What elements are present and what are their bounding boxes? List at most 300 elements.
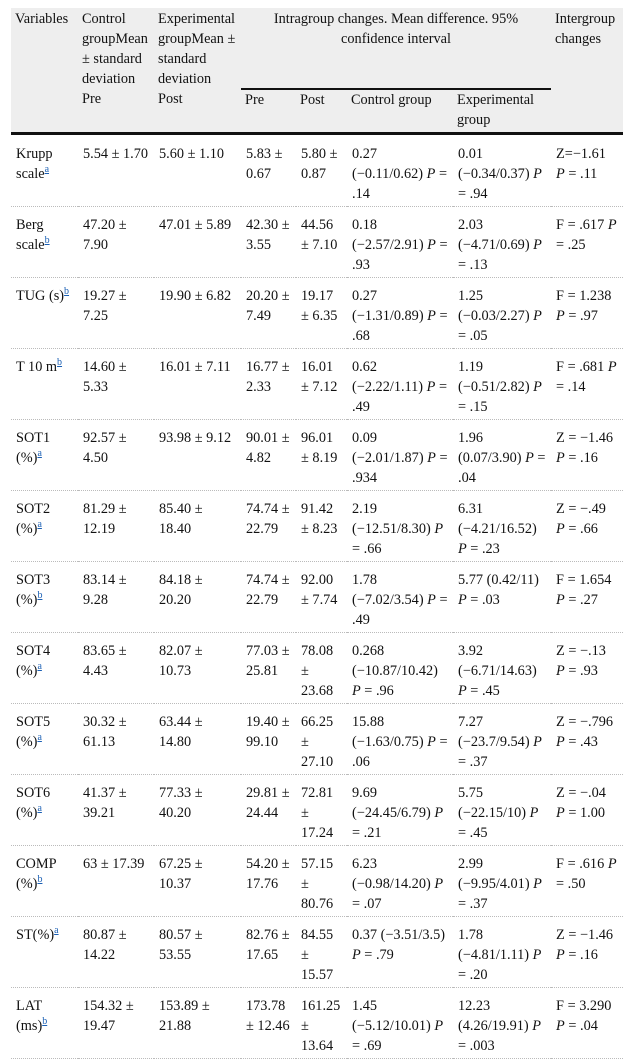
results-table — [11, 8, 623, 1059]
cell-text: Z = −.796 — [556, 713, 614, 730]
footnote-marker — [45, 232, 50, 246]
intragroup-post-cell — [296, 703, 347, 774]
cell-text: = .13 — [458, 256, 488, 273]
experimental-post-cell — [154, 561, 241, 632]
cell-text: SOT4 (%) — [16, 642, 51, 679]
cell-text: = .04 — [564, 1017, 598, 1034]
cell-text: 83.65 ± 4.43 — [83, 642, 127, 679]
experimental-post-cell — [154, 277, 241, 348]
cell-text: = .04 — [458, 449, 546, 486]
variables-header: Variables — [11, 8, 78, 133]
cell-text: 1.78 (−7.02/3.54) — [352, 571, 428, 608]
control-change-cell — [347, 490, 453, 561]
intragroup-post-cell — [296, 419, 347, 490]
cell-text: 9.69 (−24.45/6.79) — [352, 784, 435, 821]
cell-text: = .27 — [564, 591, 598, 608]
cell-text: TUG (s) — [16, 287, 65, 304]
p-symbol: P — [533, 236, 542, 253]
footnote-link[interactable]: b — [37, 873, 43, 885]
intragroup-pre-cell — [241, 987, 296, 1058]
intragroup-post-cell — [296, 490, 347, 561]
experimental-change-cell — [453, 277, 551, 348]
intergroup-changes-header: Intergroup changes — [551, 8, 623, 133]
cell-text: 5.80 ± 0.87 — [301, 145, 338, 182]
p-symbol: P — [427, 307, 436, 324]
cell-text: 0.62 (−2.22/1.11) — [352, 358, 427, 395]
p-symbol: P — [532, 946, 542, 963]
control-change-cell — [347, 561, 453, 632]
cell-text: SOT5 (%) — [16, 713, 51, 750]
table-row — [11, 845, 623, 916]
cell-text: = .66 — [352, 540, 382, 557]
cell-text: = .20 — [458, 966, 488, 983]
intragroup-control-group-header: Control group — [347, 89, 453, 133]
control-pre-cell — [78, 703, 154, 774]
p-symbol: P — [607, 855, 617, 872]
intragroup-post-cell — [296, 916, 347, 987]
cell-text: 0.37 (−3.51/3.5) — [352, 926, 446, 943]
cell-text: 6.23 (−0.98/14.20) — [352, 855, 435, 892]
control-change-cell — [347, 845, 453, 916]
p-symbol: P — [434, 1017, 444, 1034]
table-row — [11, 419, 623, 490]
intergroup-change-cell — [551, 561, 623, 632]
control-change-cell — [347, 987, 453, 1058]
intergroup-change-cell — [551, 133, 623, 206]
experimental-change-cell — [453, 133, 551, 206]
p-symbol: P — [352, 682, 361, 699]
cell-text: = 1.00 — [564, 804, 606, 821]
footnote-link[interactable]: a — [37, 802, 42, 814]
cell-text: 6.31 (−4.21/16.52) — [458, 500, 537, 537]
p-symbol: P — [607, 216, 617, 233]
control-pre-cell — [78, 987, 154, 1058]
footnote-marker — [57, 354, 62, 368]
cell-text: 16.01 ± 7.12 — [301, 358, 338, 395]
experimental-post-cell — [154, 987, 241, 1058]
cell-text: 0.27 (−0.11/0.62) — [352, 145, 427, 182]
table-row — [11, 206, 623, 277]
cell-text: = .14 — [556, 378, 586, 395]
footnote-link[interactable]: b — [42, 1015, 48, 1027]
p-symbol: P — [533, 875, 542, 892]
cell-text: 41.37 ± 39.21 — [83, 784, 127, 821]
cell-text: 44.56 ± 7.10 — [301, 216, 338, 253]
cell-text: SOT1 (%) — [16, 429, 51, 466]
experimental-post-cell — [154, 490, 241, 561]
cell-text: 82.76 ± 17.65 — [246, 926, 290, 963]
cell-text: 5.75 (−22.15/10) — [458, 784, 530, 821]
cell-text: 173.78 ± 12.46 — [246, 997, 290, 1034]
p-symbol: P — [556, 1017, 565, 1034]
cell-text: 19.40 ± 99.10 — [246, 713, 290, 750]
cell-text: SOT3 (%) — [16, 571, 51, 608]
cell-text: 5.83 ± 0.67 — [246, 145, 283, 182]
cell-text: = .50 — [556, 875, 586, 892]
control-pre-cell — [78, 277, 154, 348]
cell-text: Berg scale — [16, 216, 45, 253]
experimental-change-cell — [453, 845, 551, 916]
cell-text: 2.03 (−4.71/0.69) — [458, 216, 534, 253]
cell-text: 1.25 (−0.03/2.27) — [458, 287, 534, 324]
cell-text: 0.01 (−0.34/0.37) — [458, 145, 534, 182]
variable-cell — [11, 774, 78, 845]
cell-text: = .07 — [352, 895, 382, 912]
footnote-link[interactable]: a — [37, 731, 42, 743]
cell-text: 78.08 ± 23.68 — [301, 642, 334, 699]
intragroup-pre-cell — [241, 561, 296, 632]
table-row — [11, 987, 623, 1058]
intragroup-post-cell — [296, 561, 347, 632]
control-change-cell — [347, 133, 453, 206]
experimental-change-cell — [453, 632, 551, 703]
control-change-cell — [347, 206, 453, 277]
footnote-link[interactable]: b — [44, 234, 50, 246]
experimental-change-cell — [453, 774, 551, 845]
cell-text: 72.81 ± 17.24 — [301, 784, 334, 841]
footnote-marker — [42, 1013, 47, 1027]
experimental-post-cell — [154, 774, 241, 845]
cell-text: = .16 — [564, 946, 598, 963]
cell-text: = .79 — [360, 946, 394, 963]
p-symbol: P — [533, 307, 542, 324]
cell-text: 19.90 ± 6.82 — [159, 287, 232, 304]
cell-text: COMP (%) — [16, 855, 56, 892]
p-symbol: P — [458, 682, 467, 699]
intragroup-post-cell — [296, 774, 347, 845]
cell-text: SOT6 (%) — [16, 784, 51, 821]
intragroup-post-cell — [296, 845, 347, 916]
cell-text: 0.09 (−2.01/1.87) — [352, 429, 428, 466]
intragroup-pre-cell — [241, 845, 296, 916]
intragroup-pre-cell — [241, 916, 296, 987]
cell-text: 92.57 ± 4.50 — [83, 429, 127, 466]
table-row — [11, 703, 623, 774]
cell-text: 83.14 ± 9.28 — [83, 571, 127, 608]
intragroup-post-cell — [296, 987, 347, 1058]
intergroup-change-cell — [551, 703, 623, 774]
table-row — [11, 632, 623, 703]
p-symbol: P — [427, 591, 436, 608]
control-pre-cell — [78, 419, 154, 490]
cell-text: 85.40 ± 18.40 — [159, 500, 203, 537]
intragroup-changes-header: Intragroup changes. Mean difference. 95% confidence interval — [241, 8, 551, 89]
cell-text: 77.33 ± 40.20 — [159, 784, 203, 821]
footnote-link[interactable]: a — [54, 924, 59, 936]
table-row — [11, 490, 623, 561]
cell-text: 96.01 ± 8.19 — [301, 429, 338, 466]
p-symbol: P — [352, 946, 361, 963]
variable-cell — [11, 845, 78, 916]
table-body — [11, 133, 623, 1058]
experimental-change-cell — [453, 561, 551, 632]
p-symbol: P — [556, 165, 565, 182]
p-symbol: P — [458, 540, 467, 557]
cell-text: = .14 — [352, 165, 448, 202]
cell-text: 7.27 (−23.7/9.54) — [458, 713, 534, 750]
cell-text: 1.96 (0.07/3.90) — [458, 429, 526, 466]
p-symbol: P — [532, 1017, 541, 1034]
cell-text: 84.18 ± 20.20 — [159, 571, 203, 608]
intragroup-pre-cell — [241, 348, 296, 419]
footnote-marker — [37, 445, 41, 459]
experimental-post-cell — [154, 206, 241, 277]
cell-text: SOT2 (%) — [16, 500, 51, 537]
intergroup-change-cell — [551, 490, 623, 561]
cell-text: = .25 — [556, 236, 586, 253]
p-symbol: P — [556, 946, 565, 963]
intragroup-post-cell — [296, 348, 347, 419]
footnote-link[interactable]: a — [44, 163, 50, 175]
p-symbol: P — [458, 591, 467, 608]
cell-text: = .06 — [352, 733, 448, 770]
cell-text: Z=−1.61 — [556, 145, 606, 162]
p-symbol: P — [427, 449, 436, 466]
cell-text: 54.20 ± 17.76 — [246, 855, 290, 892]
p-symbol: P — [434, 804, 444, 821]
control-change-cell — [347, 419, 453, 490]
cell-text: 5.54 ± 1.70 — [83, 145, 149, 162]
cell-text: 1.45 (−5.12/10.01) — [352, 997, 435, 1034]
p-symbol: P — [434, 875, 444, 892]
intergroup-change-cell — [551, 206, 623, 277]
cell-text: 63.44 ± 14.80 — [159, 713, 203, 750]
footnote-marker — [54, 922, 58, 936]
experimental-change-cell — [453, 916, 551, 987]
control-pre-cell — [78, 206, 154, 277]
p-symbol: P — [556, 733, 565, 750]
cell-text: 67.25 ± 10.37 — [159, 855, 203, 892]
experimental-post-cell — [154, 703, 241, 774]
cell-text: F = 1.238 — [556, 287, 612, 304]
cell-text: 19.27 ± 7.25 — [83, 287, 127, 324]
cell-text: = .93 — [564, 662, 598, 679]
control-pre-cell — [78, 133, 154, 206]
cell-text: Z = −1.46 — [556, 429, 614, 446]
cell-text: 1.19 (−0.51/2.82) — [458, 358, 534, 395]
footnote-marker — [37, 871, 42, 885]
cell-text: F = .616 — [556, 855, 608, 872]
footnote-link[interactable]: a — [37, 660, 42, 672]
cell-text: = .11 — [564, 165, 598, 182]
cell-text: F = .681 — [556, 358, 608, 375]
footnote-link[interactable]: a — [37, 447, 42, 459]
cell-text: 16.77 ± 2.33 — [246, 358, 290, 395]
cell-text: = .49 — [352, 591, 448, 628]
experimental-post-header: Post — [154, 89, 241, 133]
p-symbol: P — [556, 662, 565, 679]
control-change-cell — [347, 774, 453, 845]
table-row — [11, 348, 623, 419]
intragroup-post-cell — [296, 277, 347, 348]
p-symbol: P — [533, 165, 542, 182]
variable-cell — [11, 916, 78, 987]
cell-text: 63 ± 17.39 — [83, 855, 145, 872]
experimental-change-cell — [453, 490, 551, 561]
experimental-post-cell — [154, 133, 241, 206]
p-symbol: P — [556, 591, 565, 608]
footnote-link[interactable]: b — [37, 589, 43, 601]
cell-text: 81.29 ± 12.19 — [83, 500, 127, 537]
p-symbol: P — [525, 449, 534, 466]
p-symbol: P — [607, 358, 617, 375]
control-change-cell — [347, 348, 453, 419]
cell-text: = .69 — [352, 1037, 382, 1054]
footnote-marker — [37, 800, 41, 814]
experimental-post-cell — [154, 419, 241, 490]
p-symbol: P — [427, 236, 436, 253]
variable-cell — [11, 277, 78, 348]
cell-text: = .45 — [466, 682, 500, 699]
table-header — [11, 8, 623, 133]
cell-text: T 10 m — [16, 358, 58, 375]
intergroup-change-cell — [551, 348, 623, 419]
experimental-post-cell — [154, 916, 241, 987]
footnote-link[interactable]: a — [37, 518, 42, 530]
intragroup-pre-header: Pre — [241, 89, 296, 133]
variable-cell — [11, 703, 78, 774]
footnote-link[interactable]: b — [64, 285, 70, 297]
cell-text: 90.01 ± 4.82 — [246, 429, 290, 466]
footnote-marker — [37, 516, 41, 530]
cell-text: 16.01 ± 7.11 — [159, 358, 231, 375]
intergroup-change-cell — [551, 916, 623, 987]
intragroup-post-cell — [296, 206, 347, 277]
cell-text: Z = −.13 — [556, 642, 606, 659]
cell-text: = .66 — [564, 520, 598, 537]
intergroup-change-cell — [551, 277, 623, 348]
intragroup-experimental-group-header: Experimental group — [453, 89, 551, 133]
cell-text: 47.20 ± 7.90 — [83, 216, 127, 253]
experimental-change-cell — [453, 348, 551, 419]
cell-text: Z = −1.46 — [556, 926, 614, 943]
cell-text: 14.60 ± 5.33 — [83, 358, 127, 395]
cell-text: = .03 — [466, 591, 500, 608]
cell-text: 161.25 ± 13.64 — [301, 997, 341, 1054]
cell-text: 57.15 ± 80.76 — [301, 855, 334, 912]
p-symbol: P — [533, 378, 542, 395]
variable-cell — [11, 133, 78, 206]
cell-text: 15.88 (−1.63/0.75) — [352, 713, 428, 750]
cell-text: 84.55 ± 15.57 — [301, 926, 334, 983]
cell-text: = .96 — [360, 682, 394, 699]
footnote-marker — [64, 283, 69, 297]
control-group-header: Control groupMean ± standard deviation — [78, 8, 154, 89]
control-pre-header: Pre — [78, 89, 154, 133]
cell-text: 5.77 (0.42/11) — [458, 571, 539, 588]
experimental-post-cell — [154, 348, 241, 419]
experimental-group-header: Experimental groupMean ± standard deviation — [154, 8, 241, 89]
control-change-cell — [347, 277, 453, 348]
experimental-post-cell — [154, 845, 241, 916]
p-symbol: P — [556, 449, 565, 466]
cell-text: 66.25 ± 27.10 — [301, 713, 334, 770]
cell-text: 2.99 (−9.95/4.01) — [458, 855, 534, 892]
intragroup-pre-cell — [241, 419, 296, 490]
cell-text: F = 1.654 — [556, 571, 612, 588]
footnote-link[interactable]: b — [57, 356, 63, 368]
cell-text: F = .617 — [556, 216, 608, 233]
cell-text: = .15 — [458, 398, 488, 415]
cell-text: 12.23 (4.26/19.91) — [458, 997, 533, 1034]
intergroup-change-cell — [551, 845, 623, 916]
variable-cell — [11, 561, 78, 632]
cell-text: 29.81 ± 24.44 — [246, 784, 290, 821]
p-symbol: P — [426, 378, 436, 395]
cell-text: LAT (ms) — [16, 997, 43, 1034]
experimental-change-cell — [453, 987, 551, 1058]
cell-text: 93.98 ± 9.12 — [159, 429, 232, 446]
intergroup-change-cell — [551, 987, 623, 1058]
intragroup-pre-cell — [241, 277, 296, 348]
cell-text: = .45 — [458, 824, 488, 841]
cell-text: 30.32 ± 61.13 — [83, 713, 127, 750]
control-pre-cell — [78, 632, 154, 703]
cell-text: ST(%) — [16, 926, 55, 943]
intergroup-change-cell — [551, 774, 623, 845]
cell-text: 1.78 (−4.81/1.11) — [458, 926, 533, 963]
cell-text: F = 3.290 — [556, 997, 612, 1014]
cell-text: 0.268 (−10.87/10.42) — [352, 642, 438, 679]
control-change-cell — [347, 916, 453, 987]
control-pre-cell — [78, 490, 154, 561]
intragroup-pre-cell — [241, 774, 296, 845]
cell-text: 92.00 ± 7.74 — [301, 571, 338, 608]
control-pre-cell — [78, 561, 154, 632]
cell-text: = .97 — [564, 307, 598, 324]
cell-text: 42.30 ± 3.55 — [246, 216, 290, 253]
p-symbol: P — [434, 520, 444, 537]
cell-text: Z = −.04 — [556, 784, 606, 801]
cell-text: 80.57 ± 53.55 — [159, 926, 203, 963]
cell-text: = .43 — [564, 733, 598, 750]
p-symbol: P — [529, 804, 539, 821]
p-symbol: P — [427, 733, 436, 750]
cell-text: 153.89 ± 21.88 — [159, 997, 210, 1034]
table-row — [11, 774, 623, 845]
variable-cell — [11, 632, 78, 703]
p-symbol: P — [556, 520, 565, 537]
experimental-change-cell — [453, 703, 551, 774]
intergroup-change-cell — [551, 419, 623, 490]
cell-text: 0.18 (−2.57/2.91) — [352, 216, 428, 253]
intragroup-pre-cell — [241, 206, 296, 277]
control-pre-cell — [78, 916, 154, 987]
intragroup-post-header: Post — [296, 89, 347, 133]
table-row — [11, 916, 623, 987]
cell-text: 91.42 ± 8.23 — [301, 500, 338, 537]
cell-text: 77.03 ± 25.81 — [246, 642, 290, 679]
intragroup-post-cell — [296, 632, 347, 703]
intergroup-change-cell — [551, 632, 623, 703]
cell-text: 5.60 ± 1.10 — [159, 145, 225, 162]
table-row — [11, 133, 623, 206]
control-pre-cell — [78, 348, 154, 419]
footnote-marker — [37, 658, 41, 672]
cell-text: = .49 — [352, 378, 448, 415]
variable-cell — [11, 348, 78, 419]
cell-text: 20.20 ± 7.49 — [246, 287, 290, 324]
cell-text: = .21 — [352, 824, 382, 841]
cell-text: = .68 — [352, 307, 448, 344]
experimental-change-cell — [453, 206, 551, 277]
cell-text: = .05 — [458, 327, 488, 344]
control-pre-cell — [78, 774, 154, 845]
experimental-post-cell — [154, 632, 241, 703]
cell-text: = .16 — [564, 449, 598, 466]
variable-cell — [11, 419, 78, 490]
cell-text: 47.01 ± 5.89 — [159, 216, 232, 233]
